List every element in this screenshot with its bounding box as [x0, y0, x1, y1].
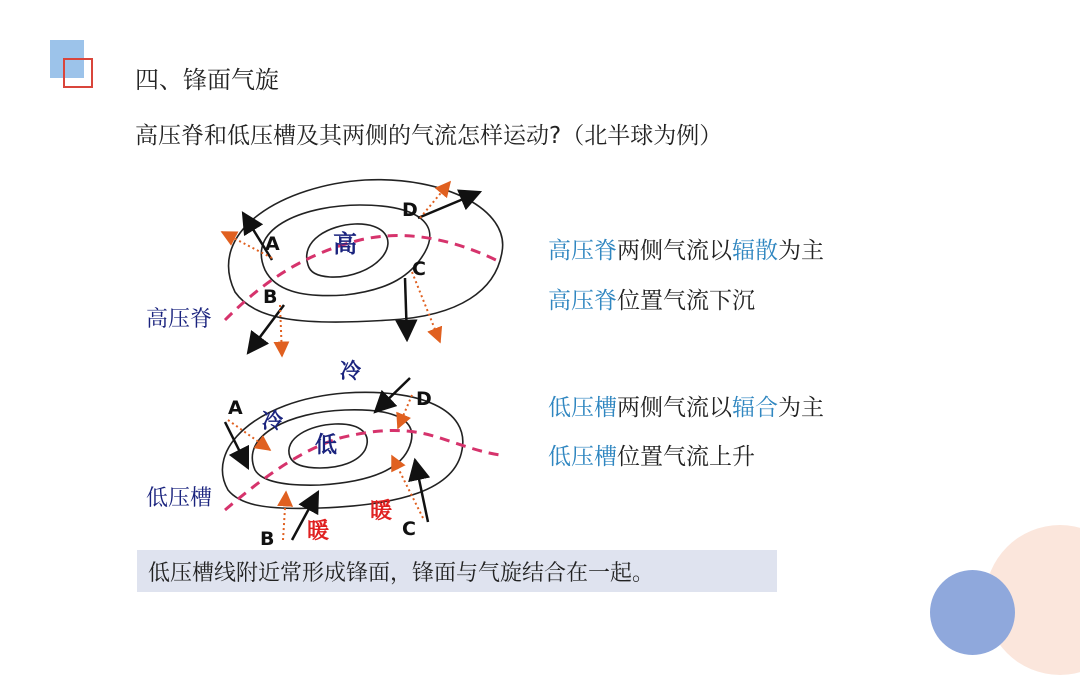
arrow-b-dotted-b: [283, 492, 286, 540]
term-convergence: 辐合: [732, 395, 778, 421]
trough-diagram: [146, 359, 500, 550]
point-a-top: A: [265, 233, 280, 255]
question-text: 高压脊和低压槽及其两侧的气流怎样运动?（北半球为例）: [135, 123, 723, 149]
warm-label-2: 暖: [370, 499, 393, 524]
term-ridge-2: 高压脊: [548, 288, 617, 314]
label-low: 低: [315, 433, 338, 458]
text-both-sides-2: 两侧气流以: [617, 395, 732, 421]
point-c-top: C: [412, 258, 426, 280]
arrow-c-dotted-b: [392, 456, 423, 518]
conclusion-text: 低压槽线附近常形成锋面，锋面与气旋结合在一起。: [148, 561, 655, 586]
term-ridge: 高压脊: [548, 238, 617, 264]
text-rising: 位置气流上升: [617, 444, 755, 470]
text-main-2: 为主: [778, 395, 824, 421]
arrow-d-solid: [418, 192, 480, 218]
term-trough: 低压槽: [548, 395, 617, 421]
explain-line-3: [548, 389, 824, 422]
text-main: 为主: [778, 238, 824, 264]
explain-line-1: [548, 232, 824, 265]
term-divergence: 辐散: [732, 238, 778, 264]
ridge-label: 高压脊: [146, 307, 213, 332]
cold-label-2: 冷: [262, 409, 283, 433]
arrow-c-solid-b: [415, 460, 428, 522]
arrow-c-solid: [405, 278, 407, 340]
point-d-bottom: D: [416, 388, 432, 410]
point-b-bottom: B: [260, 528, 275, 550]
ridge-diagram: [146, 180, 503, 356]
explain-line-2: [548, 282, 755, 315]
explain-line-4: [548, 438, 755, 471]
point-c-bottom: C: [402, 518, 416, 540]
cold-label-1: 冷: [340, 359, 361, 383]
point-b-top: B: [263, 286, 278, 308]
term-trough-2: 低压槽: [548, 444, 617, 470]
arrow-b-dotted: [280, 305, 282, 356]
text-sinking: 位置气流下沉: [617, 288, 755, 314]
decor-circle-blue: [930, 570, 1015, 655]
trough-axis-line: [225, 431, 500, 511]
warm-label-1: 暖: [307, 519, 330, 544]
point-d-top: D: [402, 199, 418, 221]
page-title: 四、锋面气旋: [135, 66, 279, 94]
arrow-b-solid: [248, 305, 284, 353]
text-both-sides: 两侧气流以: [617, 238, 732, 264]
point-a-bottom: A: [228, 397, 243, 419]
trough-label: 低压槽: [146, 486, 213, 511]
arrow-d-dotted-b: [398, 395, 412, 428]
label-high: 高: [333, 230, 357, 258]
arrow-c-dotted: [412, 272, 440, 342]
